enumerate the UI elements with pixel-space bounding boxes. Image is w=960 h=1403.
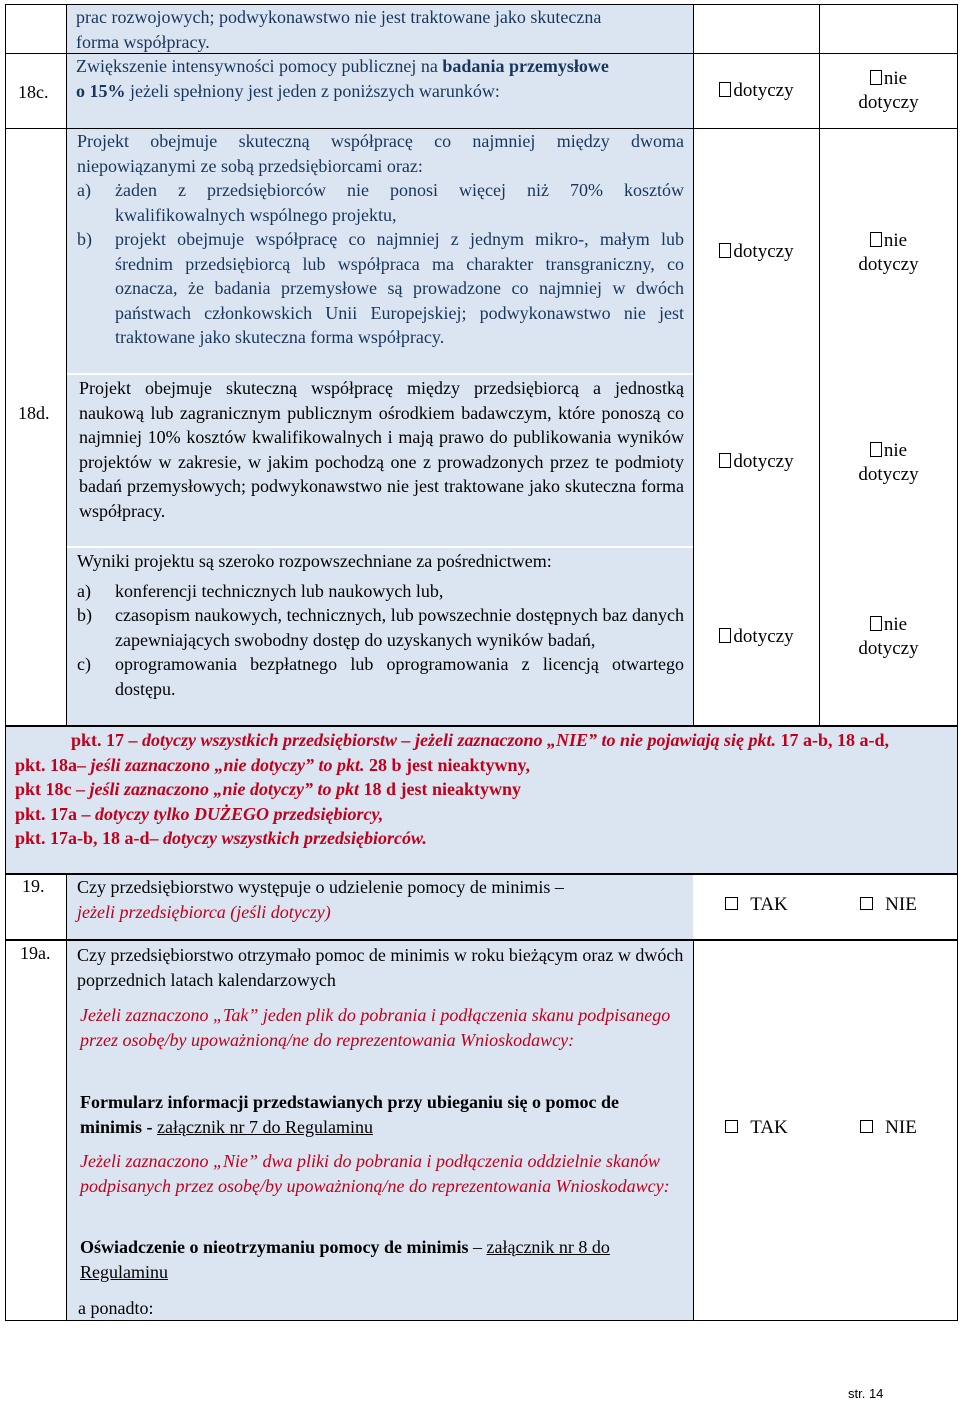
attachment-7-link[interactable]: załącznik nr 7 do Regulaminu [157,1116,373,1137]
checkbox-icon [870,232,882,247]
row19-number: 19. [22,876,45,896]
note-line-5: pkt. 17a-b, 18 a-d– dotyczy wszystkich przedsiębiorców. [15,828,427,848]
note-line-4: pkt. 17a – dotyczy tylko DUŻEGO przedsiębiorcy, [15,803,384,824]
row18d-cond1-option-no[interactable]: nie dotyczy [858,230,919,275]
row18d-cond2-option-yes[interactable]: dotyczy [694,450,819,474]
note-line-3: pkt 18c – jeśli zaznaczono „nie dotyczy” to pkt 18 d jest nieaktywny [15,779,522,799]
row19a-option-yes[interactable]: TAK [694,1116,819,1140]
row18c-option-yes[interactable]: dotyczy [694,79,819,103]
checkbox-icon [719,453,731,468]
note-line-2: pkt. 18a– jeśli zaznaczono „nie dotyczy” to pkt. 28 b jest nieaktywny, [15,754,531,775]
row18d-cond3-option-no[interactable]: nie dotyczy [858,614,919,659]
row19a-more: a ponadto: [78,1298,154,1318]
row19a-hint-yes: Jeżeli zaznaczono „Tak” jeden plik do pobrania i podłączenia skanu podpisanego przez osobę/by upoważnioną/ne do reprezentowania Wnioskodawcy: [80,1005,671,1050]
row19a-question: Czy przedsiębiorstwo otrzymało pomoc de minimis w roku bieżącym oraz w dwóch poprzednich latach kalendarzowych [77,945,684,990]
row18d-condition-3: Wyniki projektu są szeroko rozpowszechniane za pośrednictwem: a) konferencji technicznych lub naukowych lub, b) czasopism naukowych, technicznych, lub powszechnie dostępnych baz danych zapewniających swobodny dostęp do uzyskanych wyników badań, c) oprogramowania bezpłatnego lub oprogramowania z licencją otwartego dostępu. [77,551,684,699]
checkbox-icon [719,628,731,643]
checkbox-icon [860,897,873,910]
row18d-cond1-option-yes[interactable]: dotyczy [694,240,819,264]
checkbox-icon [725,897,738,910]
row18d-cond3-option-yes[interactable]: dotyczy [694,625,819,649]
row18d-condition-2: Projekt obejmuje skuteczną współpracę między przedsiębiorcą a jednostką naukową lub zagranicznym publicznym ośrodkiem badawczym, które ponoszą co najmniej 10% kosztów kwalifikowalnych i mają prawo do publikowania wyników projektów w zakresie, w jakim pochodzą one z prowadzonych przez te podmioty badań przemysłowych; podwykonawstwo nie jest traktowane jako skuteczna forma współpracy. [79,378,684,521]
checkbox-icon [870,442,882,457]
row18c-option-no[interactable]: nie dotyczy [858,68,919,113]
checkbox-icon [870,616,882,631]
row18b-tail-text: prac rozwojowych; podwykonawstwo nie jest traktowane jako skuteczna forma współpracy. [76,7,602,52]
checkbox-icon [870,70,882,85]
row19a-declaration: Oświadczenie o nieotrzymaniu pomocy de minimis – załącznik nr 8 do Regulaminu [80,1237,610,1282]
checkbox-icon [860,1120,873,1133]
row18d-condition-1: Projekt obejmuje skuteczną współpracę co najmniej między dwoma niepowiązanymi ze sobą przedsiębiorcami oraz: a) żaden z przedsiębiorców nie ponosi więcej niż 70% kosztów kwalifikowalnych wspólnego projektu, b) projekt obejmuje współpracę co najmniej z jednym mikro-, małym lub średnim przedsiębiorcą lub współpraca ma charakter transgraniczny, co oznacza, że badania przemysłowe są prowadzone co najmniej w dwóch państwach członkowskich Unii Europejskiej; podwykonawstwo nie jest traktowane jako skuteczna forma współpracy. [77,131,684,347]
row19-question: Czy przedsiębiorstwo występuje o udzielenie pomocy de minimis – jeżeli przedsiębiorca (jeśli dotyczy) [77,877,564,922]
attachment-8-link[interactable]: załącznik nr 8 do Regulaminu [80,1237,610,1282]
checkbox-icon [725,1120,738,1133]
row19a-number: 19a. [20,943,51,963]
row18c-text: Zwiększenie intensywności pomocy publicznej na badania przemysłowe o 15% jeżeli spełniony jest jeden z poniższych warunków: [76,56,609,101]
row19a-hint-no: Jeżeli zaznaczono „Nie” dwa pliki do pobrania i podłączenia oddzielnie skanów podpisanych przez osobę/by upoważnioną/ne do reprezentowania Wnioskodawcy: [80,1151,670,1196]
notes-text [15,728,945,851]
row19-option-yes[interactable]: TAK [694,893,819,917]
note-line-1: pkt. 17 – dotyczy wszystkich przedsiębiorstw – jeżeli zaznaczono „NIE” to nie pojawiają się pkt. 17 a-b, 18 a-d, [70,730,890,750]
row18d-number: 18d. [18,403,50,423]
row19a-option-no[interactable]: NIE [820,1116,957,1140]
row18d-cond2-option-no[interactable]: nie dotyczy [858,440,919,485]
row18c-number: 18c. [18,82,49,102]
row19-option-no[interactable]: NIE [820,893,957,917]
page-number: str. 14 [848,1386,884,1401]
row19a-form: Formularz informacji przedstawianych przy ubieganiu się o pomoc de minimis - załącznik nr 7 do Regulaminu [80,1092,619,1137]
checkbox-icon [719,82,731,97]
checkbox-icon [719,243,731,258]
